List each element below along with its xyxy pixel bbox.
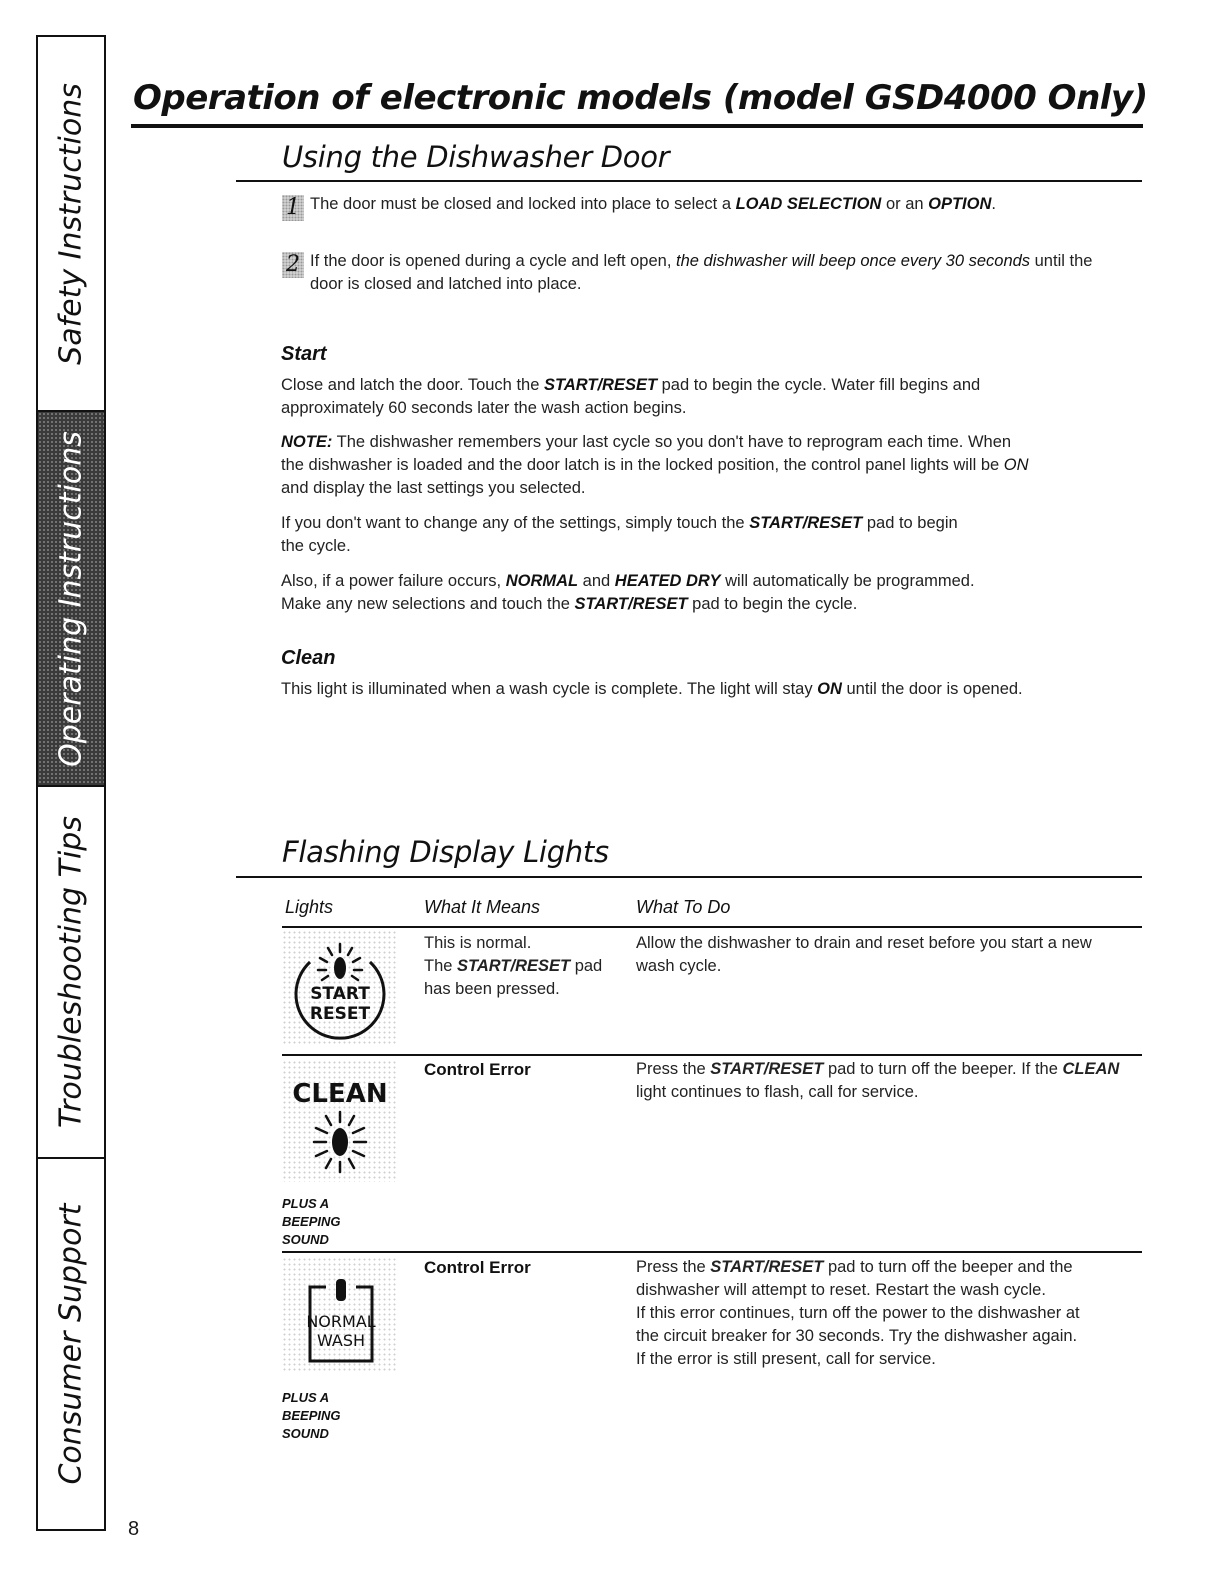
tab-consumer-support[interactable] xyxy=(38,1159,104,1529)
page-number: 8 xyxy=(128,1518,140,1540)
normal-wash-light-icon xyxy=(282,1257,398,1373)
start-reset-light-icon xyxy=(282,930,398,1046)
start-paragraph-3: If you don't want to change any of the settings, simply touch the START/RESET pad to begin the cycle. xyxy=(281,514,958,555)
row-2-action: Press the START/RESET pad to turn off the beeper. If the CLEAN light continues to flash, call for service. xyxy=(636,1060,1120,1101)
title-divider xyxy=(131,124,1143,128)
row-1-action: Allow the dishwasher to drain and reset before you start a new wash cycle. xyxy=(636,934,1092,975)
table-row-divider xyxy=(282,1054,1142,1056)
table-row-divider xyxy=(282,1251,1142,1253)
section-title-flashing: Flashing Display Lights xyxy=(282,835,609,869)
step-number-icon: 2 xyxy=(282,252,304,278)
section-title-door: Using the Dishwasher Door xyxy=(282,140,670,174)
clean-heading: Clean xyxy=(281,647,336,669)
normal-label: NORMAL xyxy=(306,1312,376,1331)
tab-label: Consumer Support xyxy=(53,1203,89,1485)
row-3-meaning: Control Error xyxy=(424,1258,531,1277)
tab-label: Operating Instructions xyxy=(53,430,89,767)
row-1-meaning: This is normal. The START/RESET pad has been pressed. xyxy=(424,934,603,998)
row-3-beeping-note: PLUS A BEEPING SOUND xyxy=(282,1390,341,1441)
start-note: NOTE: The dishwasher remembers your last cycle so you don't have to reprogram each time. When the dishwasher is loaded and the door latch is in the locked position, the control panel lights will be ON and display the last settings you selected. xyxy=(281,433,1029,497)
door-step-1: 1 The door must be closed and locked into place to select a LOAD SELECTION or an OPTION. xyxy=(282,193,996,221)
start-paragraph: Close and latch the door. Touch the START/RESET pad to begin the cycle. Water fill begins and approximately 60 seconds later the wash action begins. xyxy=(281,376,981,417)
tab-safety-instructions[interactable] xyxy=(38,37,104,412)
column-header-what-it-means: What It Means xyxy=(424,897,541,917)
tab-operating-instructions[interactable] xyxy=(38,412,104,787)
tab-troubleshooting-tips[interactable] xyxy=(38,787,104,1159)
wash-label: WASH xyxy=(316,1331,366,1350)
section-divider xyxy=(236,876,1142,878)
start-heading: Start xyxy=(281,343,327,365)
page-title: Operation of electronic models (model GSD4000 Only) xyxy=(133,78,1148,118)
row-2-meaning: Control Error xyxy=(424,1060,531,1079)
reset-label: RESET xyxy=(309,1004,371,1024)
door-step-2: 2 If the door is opened during a cycle and left open, the dishwasher will beep once every 30 seconds until the xyxy=(282,250,1092,278)
clean-light-icon xyxy=(282,1060,398,1182)
table-row-divider xyxy=(282,926,1142,928)
tab-label: Troubleshooting Tips xyxy=(53,816,89,1128)
start-paragraph-4: Also, if a power failure occurs, NORMAL and HEATED DRY will automatically be programmed. Make any new selections and touch the START/RESET pad to begin the cycle. xyxy=(281,572,975,613)
column-header-lights: Lights xyxy=(285,897,334,917)
side-tab-navigation xyxy=(36,35,106,1531)
door-step-2-line-2: door is closed and latched into place. xyxy=(310,275,582,293)
clean-paragraph: This light is illuminated when a wash cycle is complete. The light will stay ON until the door is opened. xyxy=(281,680,1023,698)
row-3-action: Press the START/RESET pad to turn off the beeper and the dishwasher will attempt to reset. Restart the wash cycle. If this error continues, turn off the power to the dishwasher at the circuit breaker for 30 seconds. Try the dishwasher again. If the error is still present, call for service. xyxy=(636,1258,1080,1368)
section-divider xyxy=(236,180,1142,182)
tab-label: Safety Instructions xyxy=(53,82,89,365)
row-2-beeping-note: PLUS A BEEPING SOUND xyxy=(282,1196,341,1247)
column-header-what-to-do: What To Do xyxy=(636,897,731,917)
start-label: START xyxy=(310,984,370,1004)
step-number-icon: 1 xyxy=(282,195,304,221)
clean-label: CLEAN xyxy=(292,1079,388,1109)
